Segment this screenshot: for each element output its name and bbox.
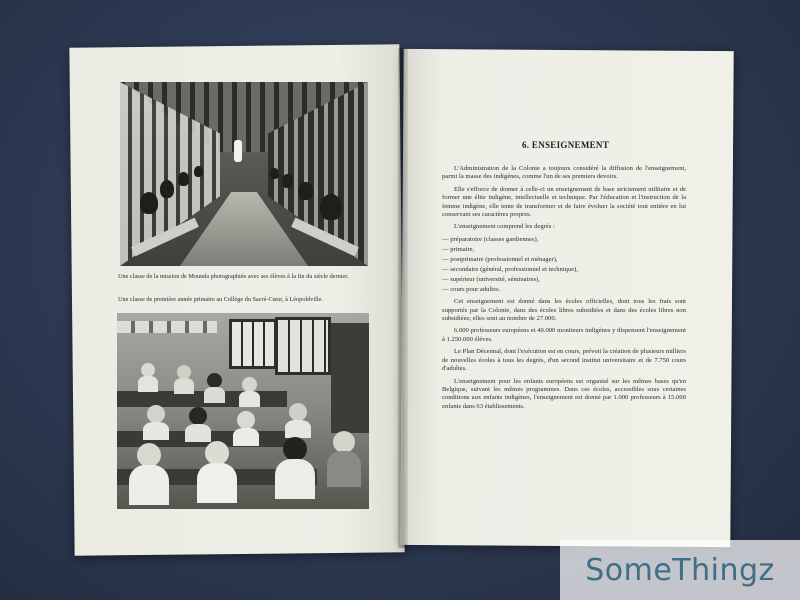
outro-paragraph: 6.000 professeurs européens et 40.000 moniteurs indigènes y dispensent l'enseignement à 1.250.000 élèves. [442,327,686,343]
photo-pupil [178,172,189,186]
degree-item: — préparatoire (classes gardiennes), [442,235,539,243]
section-body [442,165,686,415]
classroom-photo-leopoldville [117,313,369,509]
watermark-logo [560,540,800,600]
outro-paragraph: Cet enseignement est donné dans les écoles officielles, dont tous les frais sont supportés par la Colonie, dans des écoles libres subsidiées et dans des écoles libres non subsidiées; elles sont au nombre de 27.000. [442,298,686,323]
outro-paragraph: Le Plan Décennal, dont l'exécution est en cours, prévoit la création de plusieurs milliers de nouvelles écoles à tous les degrés, d'un second institut universitaire et de 7.750 cours d'adultes. [442,348,686,373]
photo-pupil [298,182,313,200]
degree-item: — postprimaire (professionnel et ménager), [442,255,558,263]
degree-item: — cours pour adultes. [442,285,501,293]
outro-paragraph: L'enseignement pour les enfants européens est organisé sur les mêmes bases qu'en Belgique, suivant les mêmes programmes. Dans ces écoles, accessibles sous certaines conditions aux enfants indigènes, l'enseignement est donné par 1.000 professeurs à 15.000 enfants dans 63 établissements. [442,377,686,410]
watermark-text: SomeThingz [585,552,775,588]
photo-pupil [194,166,203,177]
degrees-list [442,236,686,294]
photo-window [275,317,331,375]
intro-paragraph: Elle s'efforce de donner à celle-ci un enseignement de base strictement utilitaire et de former une élite indigène, intellectuelle et technique. Par l'éducation et l'instruction de la femme indigène, elle tente de transformer et de faire évoluer la société tout entière en lui conservant ses caractères propres. [442,185,686,219]
photo-door [331,323,369,433]
photo-window [229,319,277,369]
degrees-lead: L'enseignement comprend les degrés : [454,223,555,231]
photo1-caption: Une classe de la mission de Mounda photographiée avec ses élèves à la fin du siècle dernier. [118,273,349,280]
degree-item: — secondaire (général, professionnel et technique), [442,265,579,273]
photo-desk-row [117,391,287,407]
photo-pupil [282,174,293,188]
photo2-caption: Une classe de première année primaire au Collège du Sacré-Cœur, à Léopoldville. [118,296,323,303]
intro-paragraph: L'Administration de la Colonie a toujours considéré la diffusion de l'enseignement, parmi la masse des indigènes, comme l'un de ses premiers devoirs. [442,165,686,181]
booklet-gutter [398,48,408,548]
classroom-photo-mounda [120,82,368,266]
degree-item: — supérieur (université, séminaires), [442,275,540,283]
photo-pupil [140,192,158,214]
photo-shelf-decorations [117,321,217,333]
photo-teacher-figure [234,140,242,162]
degree-item: — primaire, [442,245,475,253]
photo-pupil [160,180,174,198]
photo-pupil [320,194,342,220]
photo-pupil [270,168,279,179]
section-title: 6. ENSEIGNEMENT [522,140,610,150]
